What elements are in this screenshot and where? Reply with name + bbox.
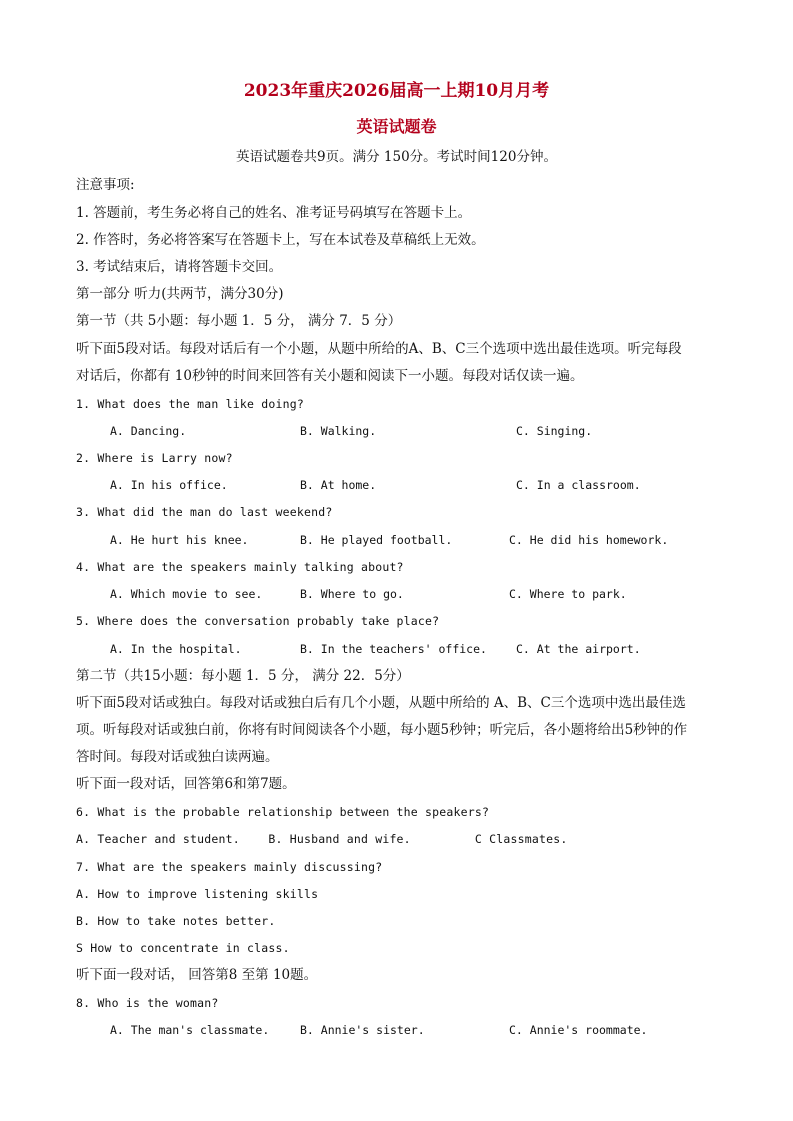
option-b: B. Where to go. [300, 587, 404, 601]
section1-heading: 第一节（共 5小题：每小题 1．5 分， 满分 7．5 分） [76, 313, 402, 329]
option-b: B. In the teachers' office. [300, 642, 487, 656]
option-c: C. Singing. [516, 424, 593, 438]
option-b: B. At home. [300, 478, 377, 492]
notice-item: 3. 考试结束后，请将答题卡交回。 [76, 259, 283, 275]
exam-title: 2023年重庆2026届高一上期10月月考 [243, 81, 550, 101]
notice-item: 1. 答题前，考生务必将自己的姓名、准考证号码填写在答题卡上。 [76, 205, 472, 221]
option-b: B. Walking. [300, 424, 377, 438]
section2-instructions: 听下面5段对话或独白。每段对话或独白后有几个小题，从题中所给的 A、B、C三个选项中选出最佳选 [76, 695, 686, 711]
option-a: A. The man's classmate. [110, 1023, 270, 1037]
option-a: A. How to improve listening skills [76, 887, 319, 901]
exam-info: 英语试题卷共9页。满分 150分。考试时间120分钟。 [236, 149, 557, 165]
notice-item: 2. 作答时，务必将答案写在答题卡上，写在本试卷及草稿纸上无效。 [76, 232, 485, 248]
question-2: 2. Where is Larry now? [76, 451, 233, 465]
option-c: C. Annie's roommate. [509, 1023, 648, 1037]
exam-subtitle: 英语试题卷 [356, 117, 437, 136]
group-intro: 听下面一段对话， 回答第8 至第 10题。 [76, 967, 318, 983]
option-a: A. Dancing. [110, 424, 187, 438]
option-c: S How to concentrate in class. [76, 941, 290, 955]
question-1: 1. What does the man like doing? [76, 397, 304, 411]
option-a: A. Which movie to see. [110, 587, 263, 601]
option-c: C. He did his homework. [509, 533, 669, 547]
part1-heading: 第一部分 听力(共两节，满分30分) [76, 286, 284, 302]
option-c: C. In a classroom. [516, 478, 641, 492]
question-3: 3. What did the man do last weekend? [76, 505, 333, 519]
question-6: 6. What is the probable relationship between the speakers? [76, 805, 490, 819]
option-a: A. In his office. [110, 478, 228, 492]
question-6-options: A. Teacher and student. B. Husband and wife. C Classmates. [76, 832, 568, 846]
option-b: B. How to take notes better. [76, 914, 276, 928]
option-b: B. Annie's sister. [300, 1023, 425, 1037]
option-c: C. Where to park. [509, 587, 627, 601]
question-8: 8. Who is the woman? [76, 996, 219, 1010]
section2-instructions: 项。听每段对话或独白前，你将有时间阅读各个小题，每小题5秒钟；听完后，各小题将给出5秒钟的作 [76, 722, 688, 738]
option-a: A. He hurt his knee. [110, 533, 249, 547]
group-intro: 听下面一段对话，回答第6和第7题。 [76, 776, 296, 792]
option-c: C. At the airport. [516, 642, 641, 656]
option-b: B. He played football. [300, 533, 453, 547]
question-4: 4. What are the speakers mainly talking about? [76, 560, 404, 574]
section1-instructions: 听下面5段对话。每段对话后有一个小题，从题中所给的A、B、C三个选项中选出最佳选项。听完每段 [76, 341, 682, 357]
question-5: 5. Where does the conversation probably take place? [76, 614, 440, 628]
notice-heading: 注意事项: [76, 177, 135, 193]
question-7: 7. What are the speakers mainly discussing? [76, 860, 383, 874]
section2-heading: 第二节（共15小题：每小题 1．5 分， 满分 22．5分） [76, 668, 410, 684]
section2-instructions: 答时间。每段对话或独白读两遍。 [76, 749, 279, 765]
section1-instructions: 对话后，你都有 10秒钟的时间来回答有关小题和阅读下一小题。每段对话仅读一遍。 [76, 368, 584, 384]
option-a: A. In the hospital. [110, 642, 242, 656]
